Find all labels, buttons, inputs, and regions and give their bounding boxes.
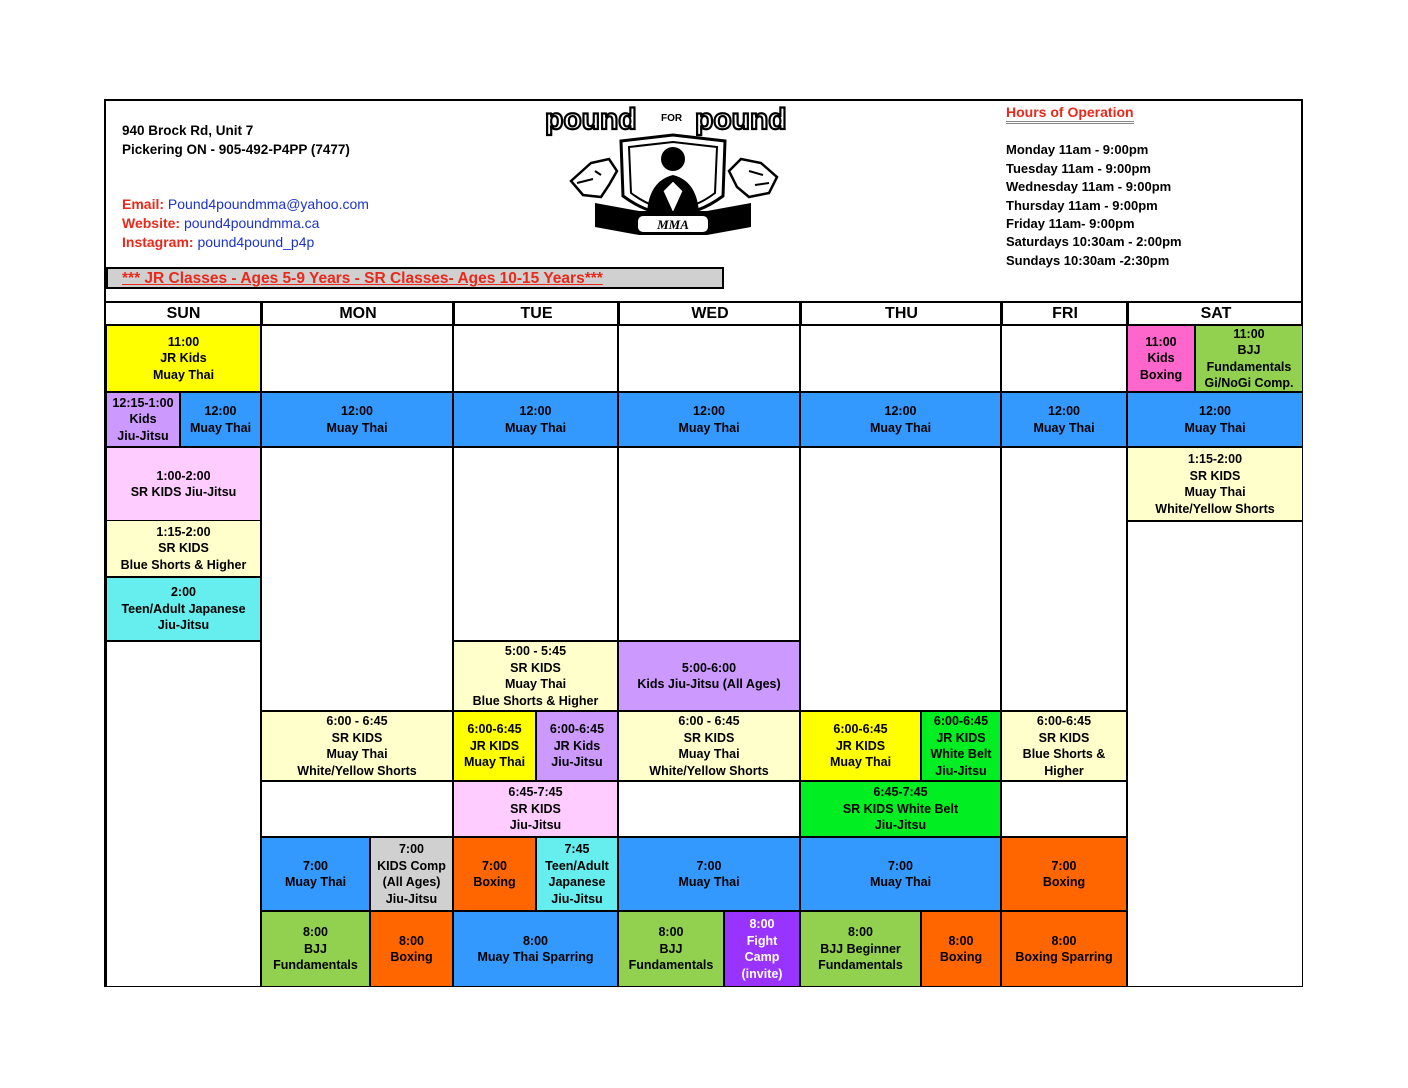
class-block-sun[interactable]: 11:00 JR Kids Muay Thai (106, 325, 261, 392)
empty-slot (1001, 447, 1127, 711)
class-block-sun[interactable]: 1:00-2:00 SR KIDS Jiu-Jitsu (106, 447, 261, 521)
class-block-tue[interactable]: 6:45-7:45 SR KIDS Jiu-Jitsu (453, 781, 618, 837)
column-divider (452, 303, 454, 987)
instagram-label: Instagram: (122, 234, 194, 250)
empty-slot (800, 325, 1001, 392)
email-label: Email: (122, 196, 165, 212)
class-block-thu[interactable]: 12:00 Muay Thai (800, 392, 1001, 447)
class-block-fri[interactable]: 12:00 Muay Thai (1001, 392, 1127, 447)
day-header-sat: SAT (1127, 303, 1303, 325)
class-block-thu[interactable]: 6:00-6:45 JR KIDS Muay Thai (800, 711, 921, 781)
class-block-sat[interactable]: 11:00 Kids Boxing (1127, 325, 1195, 392)
class-block-fri[interactable]: 7:00 Boxing (1001, 837, 1127, 911)
address-line-2: Pickering ON - 905-492-P4PP (7477) (122, 142, 350, 157)
column-divider (260, 303, 262, 987)
empty-slot (453, 325, 618, 392)
class-block-wed[interactable]: 12:00 Muay Thai (618, 392, 800, 447)
class-block-tue[interactable]: 8:00 Muay Thai Sparring (453, 911, 618, 987)
grid-divider (106, 301, 1303, 303)
class-block-wed[interactable]: 8:00 Fight Camp (invite) (724, 911, 800, 987)
address-line-1: 940 Brock Rd, Unit 7 (122, 123, 254, 138)
class-block-thu[interactable]: 8:00 BJJ Beginner Fundamentals (800, 911, 921, 987)
website-link[interactable]: pound4poundmma.ca (183, 215, 320, 231)
class-block-sun[interactable]: 2:00 Teen/Adult Japanese Jiu-Jitsu (106, 577, 261, 641)
logo-badge-text: MMA (657, 217, 689, 232)
empty-slot (1001, 781, 1127, 837)
class-block-fri[interactable]: 8:00 Boxing Sparring (1001, 911, 1127, 987)
class-block-mon[interactable]: 6:00 - 6:45 SR KIDS Muay Thai White/Yellow Shorts (261, 711, 453, 781)
class-block-sat[interactable]: 12:00 Muay Thai (1127, 392, 1303, 447)
day-header-thu: THU (800, 303, 1001, 325)
day-header-fri: FRI (1001, 303, 1127, 325)
column-divider (799, 303, 801, 987)
class-block-wed[interactable]: 6:00 - 6:45 SR KIDS Muay Thai White/Yellow Shorts (618, 711, 800, 781)
logo-text-for: FOR (661, 113, 683, 124)
empty-slot (261, 781, 453, 837)
class-block-tue[interactable]: 5:00 - 5:45 SR KIDS Muay Thai Blue Shorts & Higher (453, 641, 618, 711)
empty-slot (1127, 521, 1303, 987)
empty-slot (106, 641, 261, 987)
day-header-mon: MON (261, 303, 453, 325)
class-block-tue[interactable]: 12:00 Muay Thai (453, 392, 618, 447)
class-block-thu[interactable]: 7:00 Muay Thai (800, 837, 1001, 911)
logo-text-right: pound (695, 103, 787, 136)
hours-saturday: Saturdays 10:30am - 2:00pm (1006, 234, 1182, 250)
hours-sunday: Sundays 10:30am -2:30pm (1006, 252, 1170, 268)
age-groups-text: *** JR Classes - Ages 5-9 Years - SR Classes- Ages 10-15 Years*** (122, 270, 603, 287)
class-block-mon[interactable]: 8:00 Boxing (370, 911, 453, 987)
column-divider (1000, 303, 1002, 987)
class-block-wed[interactable]: 8:00 BJJ Fundamentals (618, 911, 724, 987)
schedule-sheet (104, 99, 1303, 987)
empty-slot (261, 447, 453, 711)
empty-slot (453, 447, 618, 641)
class-block-tue[interactable]: 7:45 Teen/Adult Japanese Jiu-Jitsu (536, 837, 618, 911)
class-block-mon[interactable]: 8:00 BJJ Fundamentals (261, 911, 370, 987)
class-block-thu[interactable]: 6:45-7:45 SR KIDS White Belt Jiu-Jitsu (800, 781, 1001, 837)
empty-slot (800, 447, 1001, 711)
empty-slot (618, 325, 800, 392)
instagram-link[interactable]: pound4pound_p4p (197, 234, 315, 250)
class-block-sun[interactable]: 1:15-2:00 SR KIDS Blue Shorts & Higher (106, 520, 261, 577)
class-block-sun[interactable]: 12:15-1:00 Kids Jiu-Jitsu (106, 392, 180, 447)
hours-wednesday: Wednesday 11am - 9:00pm (1006, 179, 1172, 195)
class-block-tue[interactable]: 6:00-6:45 JR Kids Jiu-Jitsu (536, 711, 618, 781)
class-block-thu[interactable]: 6:00-6:45 JR KIDS White Belt Jiu-Jitsu (921, 711, 1001, 781)
column-divider (1126, 303, 1128, 987)
empty-slot (618, 447, 800, 641)
logo-text-left: pound (545, 103, 637, 136)
hours-title: Hours of Operation (1006, 103, 1134, 124)
class-block-tue[interactable]: 7:00 Boxing (453, 837, 536, 911)
hours-tuesday: Tuesday 11am - 9:00pm (1006, 160, 1151, 176)
class-block-sun[interactable]: 12:00 Muay Thai (180, 392, 261, 447)
empty-slot (618, 781, 800, 837)
column-divider (617, 303, 619, 987)
class-block-mon[interactable]: 7:00 KIDS Comp (All Ages) Jiu-Jitsu (370, 837, 453, 911)
hours-thursday: Thursday 11am - 9:00pm (1006, 197, 1158, 213)
class-block-sat[interactable]: 11:00 BJJ Fundamentals Gi/NoGi Comp. (1195, 325, 1303, 392)
class-block-mon[interactable]: 12:00 Muay Thai (261, 392, 453, 447)
schedule-grid (106, 101, 1305, 989)
website-label: Website: (122, 215, 181, 231)
hours-monday: Monday 11am - 9:00pm (1006, 142, 1149, 158)
class-block-wed[interactable]: 7:00 Muay Thai (618, 837, 800, 911)
day-header-tue: TUE (453, 303, 618, 325)
day-header-wed: WED (618, 303, 800, 325)
hours-friday: Friday 11am- 9:00pm (1006, 216, 1135, 232)
class-block-wed[interactable]: 5:00-6:00 Kids Jiu-Jitsu (All Ages) (618, 641, 800, 711)
empty-slot (1001, 325, 1127, 392)
day-header-sun: SUN (166, 305, 201, 322)
class-block-fri[interactable]: 6:00-6:45 SR KIDS Blue Shorts & Higher (1001, 711, 1127, 781)
class-block-thu[interactable]: 8:00 Boxing (921, 911, 1001, 987)
class-block-sat[interactable]: 1:15-2:00 SR KIDS Muay Thai White/Yellow Shorts (1127, 447, 1303, 521)
empty-slot (261, 325, 453, 392)
class-block-tue[interactable]: 6:00-6:45 JR KIDS Muay Thai (453, 711, 536, 781)
email-link[interactable]: Pound4poundmma@yahoo.com (167, 196, 369, 212)
class-block-mon[interactable]: 7:00 Muay Thai (261, 837, 370, 911)
